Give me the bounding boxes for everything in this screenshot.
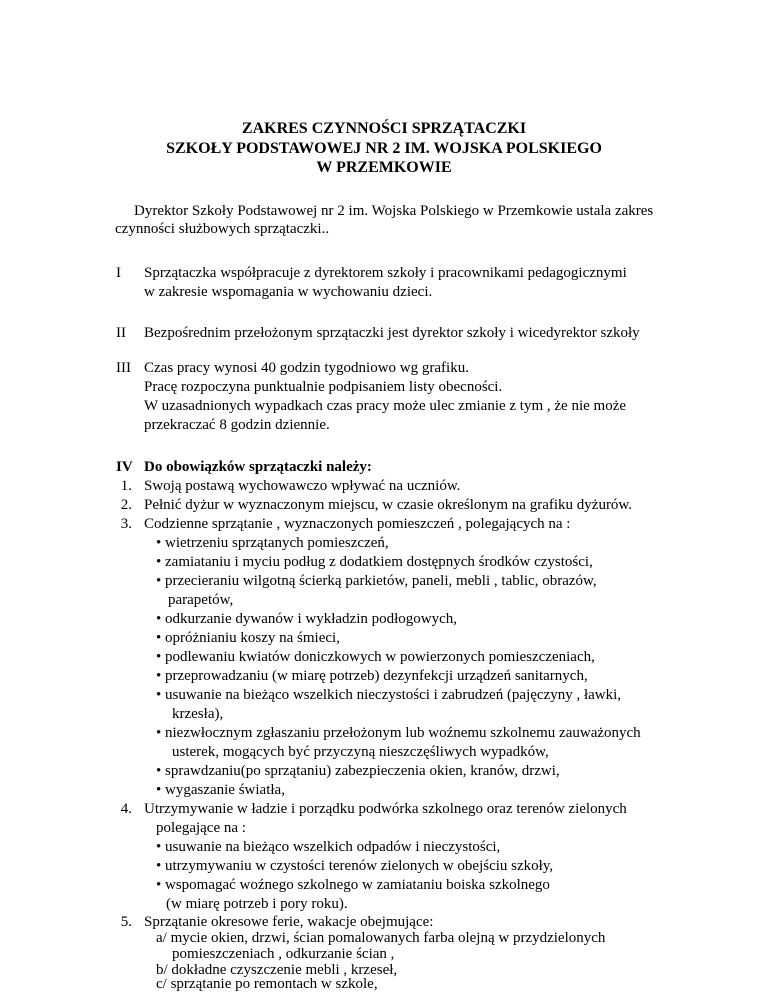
item-5-a-cont: pomieszczeniach , odkurzanie ścian , <box>172 946 395 962</box>
item-3-number: 3. <box>120 516 132 532</box>
item-3-bullet-3-cont: parapetów, <box>168 592 234 608</box>
item-3-bullet-4: • odkurzanie dywanów i wykładzin podłogowych, <box>156 611 458 627</box>
section-3-line-2: Pracę rozpoczyna punktualnie podpisaniem listy obecności. <box>144 379 503 395</box>
title-line-1: ZAKRES CZYNNOŚCI SPRZĄTACZKI <box>241 120 527 137</box>
item-5-a: a/ mycie okien, drzwi, ścian pomalowanych farba olejną w przydzielonych <box>156 930 606 946</box>
section-1-line-1: Sprzątaczka współpracuje z dyrektorem szkoły i pracownikami pedagogicznymi <box>144 265 627 281</box>
item-3-bullet-2: • zamiataniu i myciu podług z dodatkiem dostępnych środków czystości, <box>156 554 593 570</box>
item-4-number: 4. <box>120 801 132 817</box>
item-4-bullet-1: • usuwanie na bieżąco wszelkich odpadów i nieczystości, <box>156 839 501 855</box>
item-4-text: Utrzymywanie w ładzie i porządku podwórka szkolnego oraz terenów zielonych <box>144 801 627 817</box>
item-3-bullet-8-cont: krzesła), <box>172 706 224 722</box>
item-3-bullet-8: • usuwanie na bieżąco wszelkich nieczystości i zabrudzeń (pajęczyny , ławki, <box>156 687 622 703</box>
item-5-c: c/ sprzątanie po remontach w szkole, <box>156 976 378 992</box>
item-4-bullet-2: • utrzymywaniu w czystości terenów zielonych w obejściu szkoły, <box>156 858 554 874</box>
item-2-text: Pełnić dyżur w wyznaczonym miejscu, w czasie określonym na grafiku dyżurów. <box>144 497 633 513</box>
section-3-line-4: przekraczać 8 godzin dziennie. <box>144 417 330 433</box>
item-4-bullet-3: • wspomagać woźnego szkolnego w zamiataniu boiska szkolnego <box>156 877 550 893</box>
item-3-bullet-11: • wygaszanie światła, <box>156 782 285 798</box>
item-3-bullet-3: • przecieraniu wilgotną ścierką parkietów, paneli, mebli , tablic, obrazów, <box>156 573 597 589</box>
item-1-text: Swoją postawą wychowawczo wpływać na uczniów. <box>144 478 461 494</box>
item-3-bullet-7: • przeprowadzaniu (w miarę potrzeb) dezynfekcji urządzeń sanitarnych, <box>156 668 588 684</box>
item-3-bullet-5: • opróżnianiu koszy na śmieci, <box>156 630 340 646</box>
section-1-numeral: I <box>116 265 121 281</box>
section-2-numeral: II <box>116 325 126 341</box>
section-3-line-3: W uzasadnionych wypadkach czas pracy może ulec zmianie z tym , że nie może <box>144 398 627 414</box>
item-2-number: 2. <box>120 497 132 513</box>
item-5-b: b/ dokładne czyszczenie mebli , krzeseł, <box>156 962 398 978</box>
section-4-numeral: IV <box>116 459 133 475</box>
item-4-text-cont: polegające na : <box>156 820 246 836</box>
item-3-bullet-10: • sprawdzaniu(po sprzątaniu) zabezpieczenia okien, kranów, drzwi, <box>156 763 560 779</box>
item-3-bullet-9-cont: usterek, mogących być przyczyną nieszczęśliwych wypadków, <box>172 744 549 760</box>
item-3-bullet-9: • niezwłocznym zgłaszaniu przełożonym lub woźnemu szkolnemu zauważonych <box>156 725 641 741</box>
item-5-number: 5. <box>120 914 132 930</box>
section-3-numeral: III <box>116 360 131 376</box>
title-line-2: SZKOŁY PODSTAWOWEJ NR 2 IM. WOJSKA POLSKIEGO <box>166 140 602 157</box>
intro-line-1: Dyrektor Szkoły Podstawowej nr 2 im. Wojska Polskiego w Przemkowie ustala zakres <box>134 203 654 219</box>
item-3-bullet-6: • podlewaniu kwiatów doniczkowych w powierzonych pomieszczeniach, <box>156 649 595 665</box>
item-4-bullet-3-cont: (w miarę potrzeb i pory roku). <box>166 896 348 912</box>
intro-line-2: czynności służbowych sprzątaczki.. <box>115 221 330 237</box>
item-1-number: 1. <box>120 478 132 494</box>
section-4-heading: Do obowiązków sprzątaczki należy: <box>144 459 372 475</box>
item-3-bullet-1: • wietrzeniu sprzątanych pomieszczeń, <box>156 535 389 551</box>
section-1-line-2: w zakresie wspomagania w wychowaniu dzieci. <box>144 284 433 300</box>
section-2-line-1: Bezpośrednim przełożonym sprzątaczki jest dyrektor szkoły i wicedyrektor szkoły <box>144 325 640 341</box>
item-5-text: Sprzątanie okresowe ferie, wakacje obejmujące: <box>144 914 434 930</box>
item-3-text: Codzienne sprzątanie , wyznaczonych pomieszczeń , polegających na : <box>144 516 571 532</box>
title-line-3: W PRZEMKOWIE <box>316 159 452 176</box>
section-3-line-1: Czas pracy wynosi 40 godzin tygodniowo wg grafiku. <box>144 360 469 376</box>
